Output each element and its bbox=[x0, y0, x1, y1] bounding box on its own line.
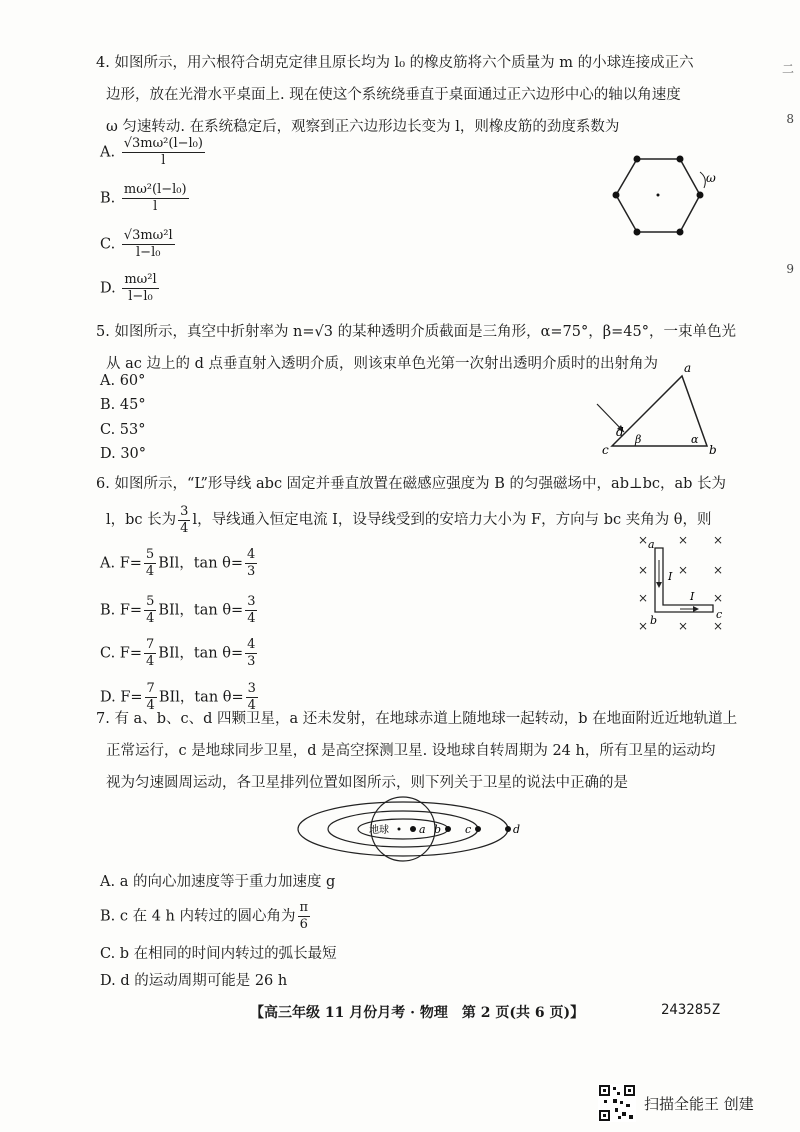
frac-num: 3 bbox=[247, 594, 256, 609]
frac-den: 4 bbox=[146, 611, 155, 626]
frac-den: 4 bbox=[247, 611, 256, 626]
b-field-cross-icon: × bbox=[713, 533, 724, 547]
question-4-line: 4. 如图所示，用六根符合胡克定律且原长均为 l₀ 的橡皮筋将六个质量为 m 的小球连接成正六 bbox=[96, 55, 694, 71]
ball bbox=[634, 229, 641, 236]
question-4-line: ω 匀速转动. 在系统稳定后，观察到正六边形边长变为 l，则橡皮筋的劲度系数为 bbox=[106, 119, 620, 135]
q4-option-d[interactable] bbox=[100, 272, 161, 305]
q6-option-b[interactable] bbox=[100, 594, 259, 627]
q7-option-a[interactable]: A. a 的向心加速度等于重力加速度 g bbox=[100, 874, 336, 890]
qr-code-icon bbox=[598, 1084, 636, 1122]
earth-label: 地球 bbox=[369, 825, 389, 836]
text-span: BIl，tan θ= bbox=[158, 689, 244, 706]
satellite-a bbox=[410, 826, 416, 832]
q4-option-a[interactable] bbox=[100, 136, 207, 169]
q7-option-d[interactable]: D. d 的运动周期可能是 26 h bbox=[100, 973, 288, 989]
label-c: c bbox=[465, 823, 472, 836]
b-field-cross-icon: × bbox=[678, 563, 689, 577]
ball bbox=[613, 192, 620, 199]
question-7 bbox=[96, 703, 738, 799]
text-span: F= bbox=[119, 602, 143, 619]
frac-num: 4 bbox=[247, 547, 256, 562]
frac-num: 5 bbox=[145, 547, 155, 562]
page-footer: 【高三年级 11 月份月考 · 物理 第 2 页(共 6 页)】 bbox=[250, 1005, 585, 1021]
label-b: b bbox=[434, 823, 442, 836]
frac-den: l−l₀ bbox=[128, 289, 153, 304]
text-span: B. c 在 4 h 内转过的圆心角为 bbox=[100, 908, 296, 925]
frac-den: 4 bbox=[146, 698, 155, 713]
text-span: BIl，tan θ= bbox=[158, 602, 244, 619]
question-5-line: 从 ac 边上的 d 点垂直射入透明介质，则该束单色光第一次射出透明介质时的出射角为 bbox=[106, 356, 658, 372]
option-label: D. bbox=[100, 280, 116, 297]
frac-den: 6 bbox=[299, 917, 308, 932]
rotation-arrow-icon bbox=[700, 172, 705, 188]
frac-den: l−l₀ bbox=[136, 245, 161, 260]
label-b: b bbox=[650, 614, 658, 627]
frac-num: 7 bbox=[146, 637, 155, 652]
q5-option-a[interactable]: A. 60° bbox=[100, 373, 146, 389]
label-d: d bbox=[513, 823, 521, 836]
exam-code: 243285Z bbox=[661, 1002, 721, 1018]
b-field-cross-icon: × bbox=[638, 563, 649, 577]
b-field-cross-icon: × bbox=[678, 619, 689, 633]
frac-num: 3 bbox=[247, 681, 256, 696]
label-alpha: α bbox=[691, 433, 699, 446]
text-span: F= bbox=[120, 689, 143, 706]
frac-den: 3 bbox=[247, 564, 256, 579]
label-current: I bbox=[668, 570, 673, 583]
text-span: BIl，tan θ= bbox=[158, 645, 244, 662]
frac-den: l bbox=[161, 153, 166, 168]
q4-option-c[interactable] bbox=[100, 228, 177, 261]
satellite-d bbox=[505, 826, 511, 832]
label-b: b bbox=[709, 443, 717, 457]
b-field-cross-icon: × bbox=[713, 591, 724, 605]
b-field-cross-icon: × bbox=[638, 619, 649, 633]
question-5-line: 5. 如图所示，真空中折射率为 n=√3 的某种透明介质截面是三角形，α=75°，β=45°，一束单色光 bbox=[96, 324, 736, 340]
earth-center bbox=[398, 828, 401, 831]
current-arrow-icon bbox=[656, 582, 662, 588]
frac-num: mω²l bbox=[124, 272, 157, 287]
label-c: c bbox=[602, 443, 609, 457]
orbit-figure bbox=[295, 795, 525, 865]
ball bbox=[677, 229, 684, 236]
satellite-b bbox=[445, 826, 451, 832]
question-7-line: 正常运行，c 是地球同步卫星，d 是高空探测卫星. 设地球自转周期为 24 h，所有卫星的运动均 bbox=[106, 743, 716, 759]
q6-option-c[interactable] bbox=[100, 637, 259, 670]
frac-num: √3mω²(l−l₀) bbox=[123, 136, 203, 151]
q7-option-b[interactable] bbox=[100, 900, 312, 933]
label-current: I bbox=[690, 590, 695, 603]
b-field-cross-icon: × bbox=[638, 533, 649, 547]
ball bbox=[634, 156, 641, 163]
label-d: d bbox=[616, 425, 624, 439]
label-a: a bbox=[648, 538, 655, 551]
text-span: F= bbox=[119, 645, 143, 662]
question-7-line: 7. 有 a、b、c、d 四颗卫星，a 还未发射，在地球赤道上随地球一起转动，b 在地面附近近地轨道上 bbox=[96, 711, 738, 727]
option-label: B. bbox=[100, 190, 116, 207]
current-arrow-icon bbox=[693, 606, 699, 612]
frac-den: 4 bbox=[180, 520, 189, 536]
frac-num: 7 bbox=[146, 681, 155, 696]
frac-num: 3 bbox=[180, 503, 189, 519]
frac-num: √3mω²l bbox=[123, 228, 173, 243]
option-label: D. bbox=[100, 689, 116, 706]
question-4-line: 边形，放在光滑水平桌面上. 现在使这个系统绕垂直于桌面通过正六边形中心的轴以角速度 bbox=[106, 87, 681, 103]
frac-den: 4 bbox=[145, 564, 155, 579]
question-4 bbox=[96, 47, 726, 143]
scanner-text: 扫描全能王 创建 bbox=[644, 1094, 754, 1113]
label-c: c bbox=[716, 608, 723, 621]
l-shaped-wire bbox=[655, 548, 713, 612]
b-field-cross-icon: × bbox=[638, 591, 649, 605]
text-span: F= bbox=[119, 555, 142, 572]
frac-num: mω²(l−l₀) bbox=[123, 182, 187, 197]
scanner-watermark bbox=[598, 1084, 754, 1122]
edge-mark: 9 bbox=[786, 262, 794, 276]
label-beta: β bbox=[635, 433, 642, 446]
prism-figure bbox=[592, 362, 722, 460]
frac-den: 3 bbox=[247, 654, 256, 669]
b-field-cross-icon: × bbox=[713, 619, 724, 633]
center-dot bbox=[657, 194, 660, 197]
satellite-c bbox=[475, 826, 481, 832]
b-field-cross-icon: × bbox=[713, 563, 724, 577]
l-wire-figure bbox=[628, 530, 728, 638]
option-label: C. bbox=[100, 645, 116, 662]
frac-den: l bbox=[153, 199, 158, 214]
frac-num: 4 bbox=[247, 637, 256, 652]
frac-num: π bbox=[299, 900, 309, 915]
q7-option-c[interactable]: C. b 在相同的时间内转过的弧长最短 bbox=[100, 946, 337, 962]
q5-option-d[interactable]: D. 30° bbox=[100, 446, 147, 462]
ball bbox=[677, 156, 684, 163]
frac-num: 5 bbox=[146, 594, 155, 609]
omega-label: ω bbox=[706, 171, 716, 185]
question-6-line: 6. 如图所示，“L”形导线 abc 固定并垂直放置在磁感应强度为 B 的匀强磁场中，ab⊥bc，ab 长为 bbox=[96, 476, 727, 492]
q5-option-c[interactable]: C. 53° bbox=[100, 422, 146, 438]
ball bbox=[697, 192, 704, 199]
q5-option-b[interactable]: B. 45° bbox=[100, 397, 146, 413]
orbit-c bbox=[328, 811, 478, 847]
question-7-line: 视为匀速圆周运动，各卫星排列位置如图所示，则下列关于卫星的说法中正确的是 bbox=[106, 775, 628, 791]
label-a: a bbox=[684, 362, 692, 375]
q6-option-a[interactable] bbox=[100, 547, 259, 580]
edge-mark: 二 bbox=[781, 62, 794, 76]
text-span: BIl，tan θ= bbox=[158, 555, 244, 572]
option-label: B. bbox=[100, 602, 116, 619]
frac-den: 4 bbox=[247, 698, 256, 713]
label-a: a bbox=[419, 823, 426, 836]
option-label: A. bbox=[100, 555, 116, 572]
hexagon-figure bbox=[600, 150, 730, 245]
option-label: A. bbox=[100, 144, 116, 161]
text-span: l，bc 长为 bbox=[106, 512, 177, 528]
frac-den: 4 bbox=[146, 654, 155, 669]
edge-mark: 8 bbox=[786, 112, 794, 126]
option-label: C. bbox=[100, 236, 116, 253]
text-span: l，导线通入恒定电流 I，设导线受到的安培力大小为 F，方向与 bc 夹角为 θ，则 bbox=[192, 512, 712, 528]
q4-option-b[interactable] bbox=[100, 182, 191, 215]
b-field-cross-icon: × bbox=[678, 533, 689, 547]
